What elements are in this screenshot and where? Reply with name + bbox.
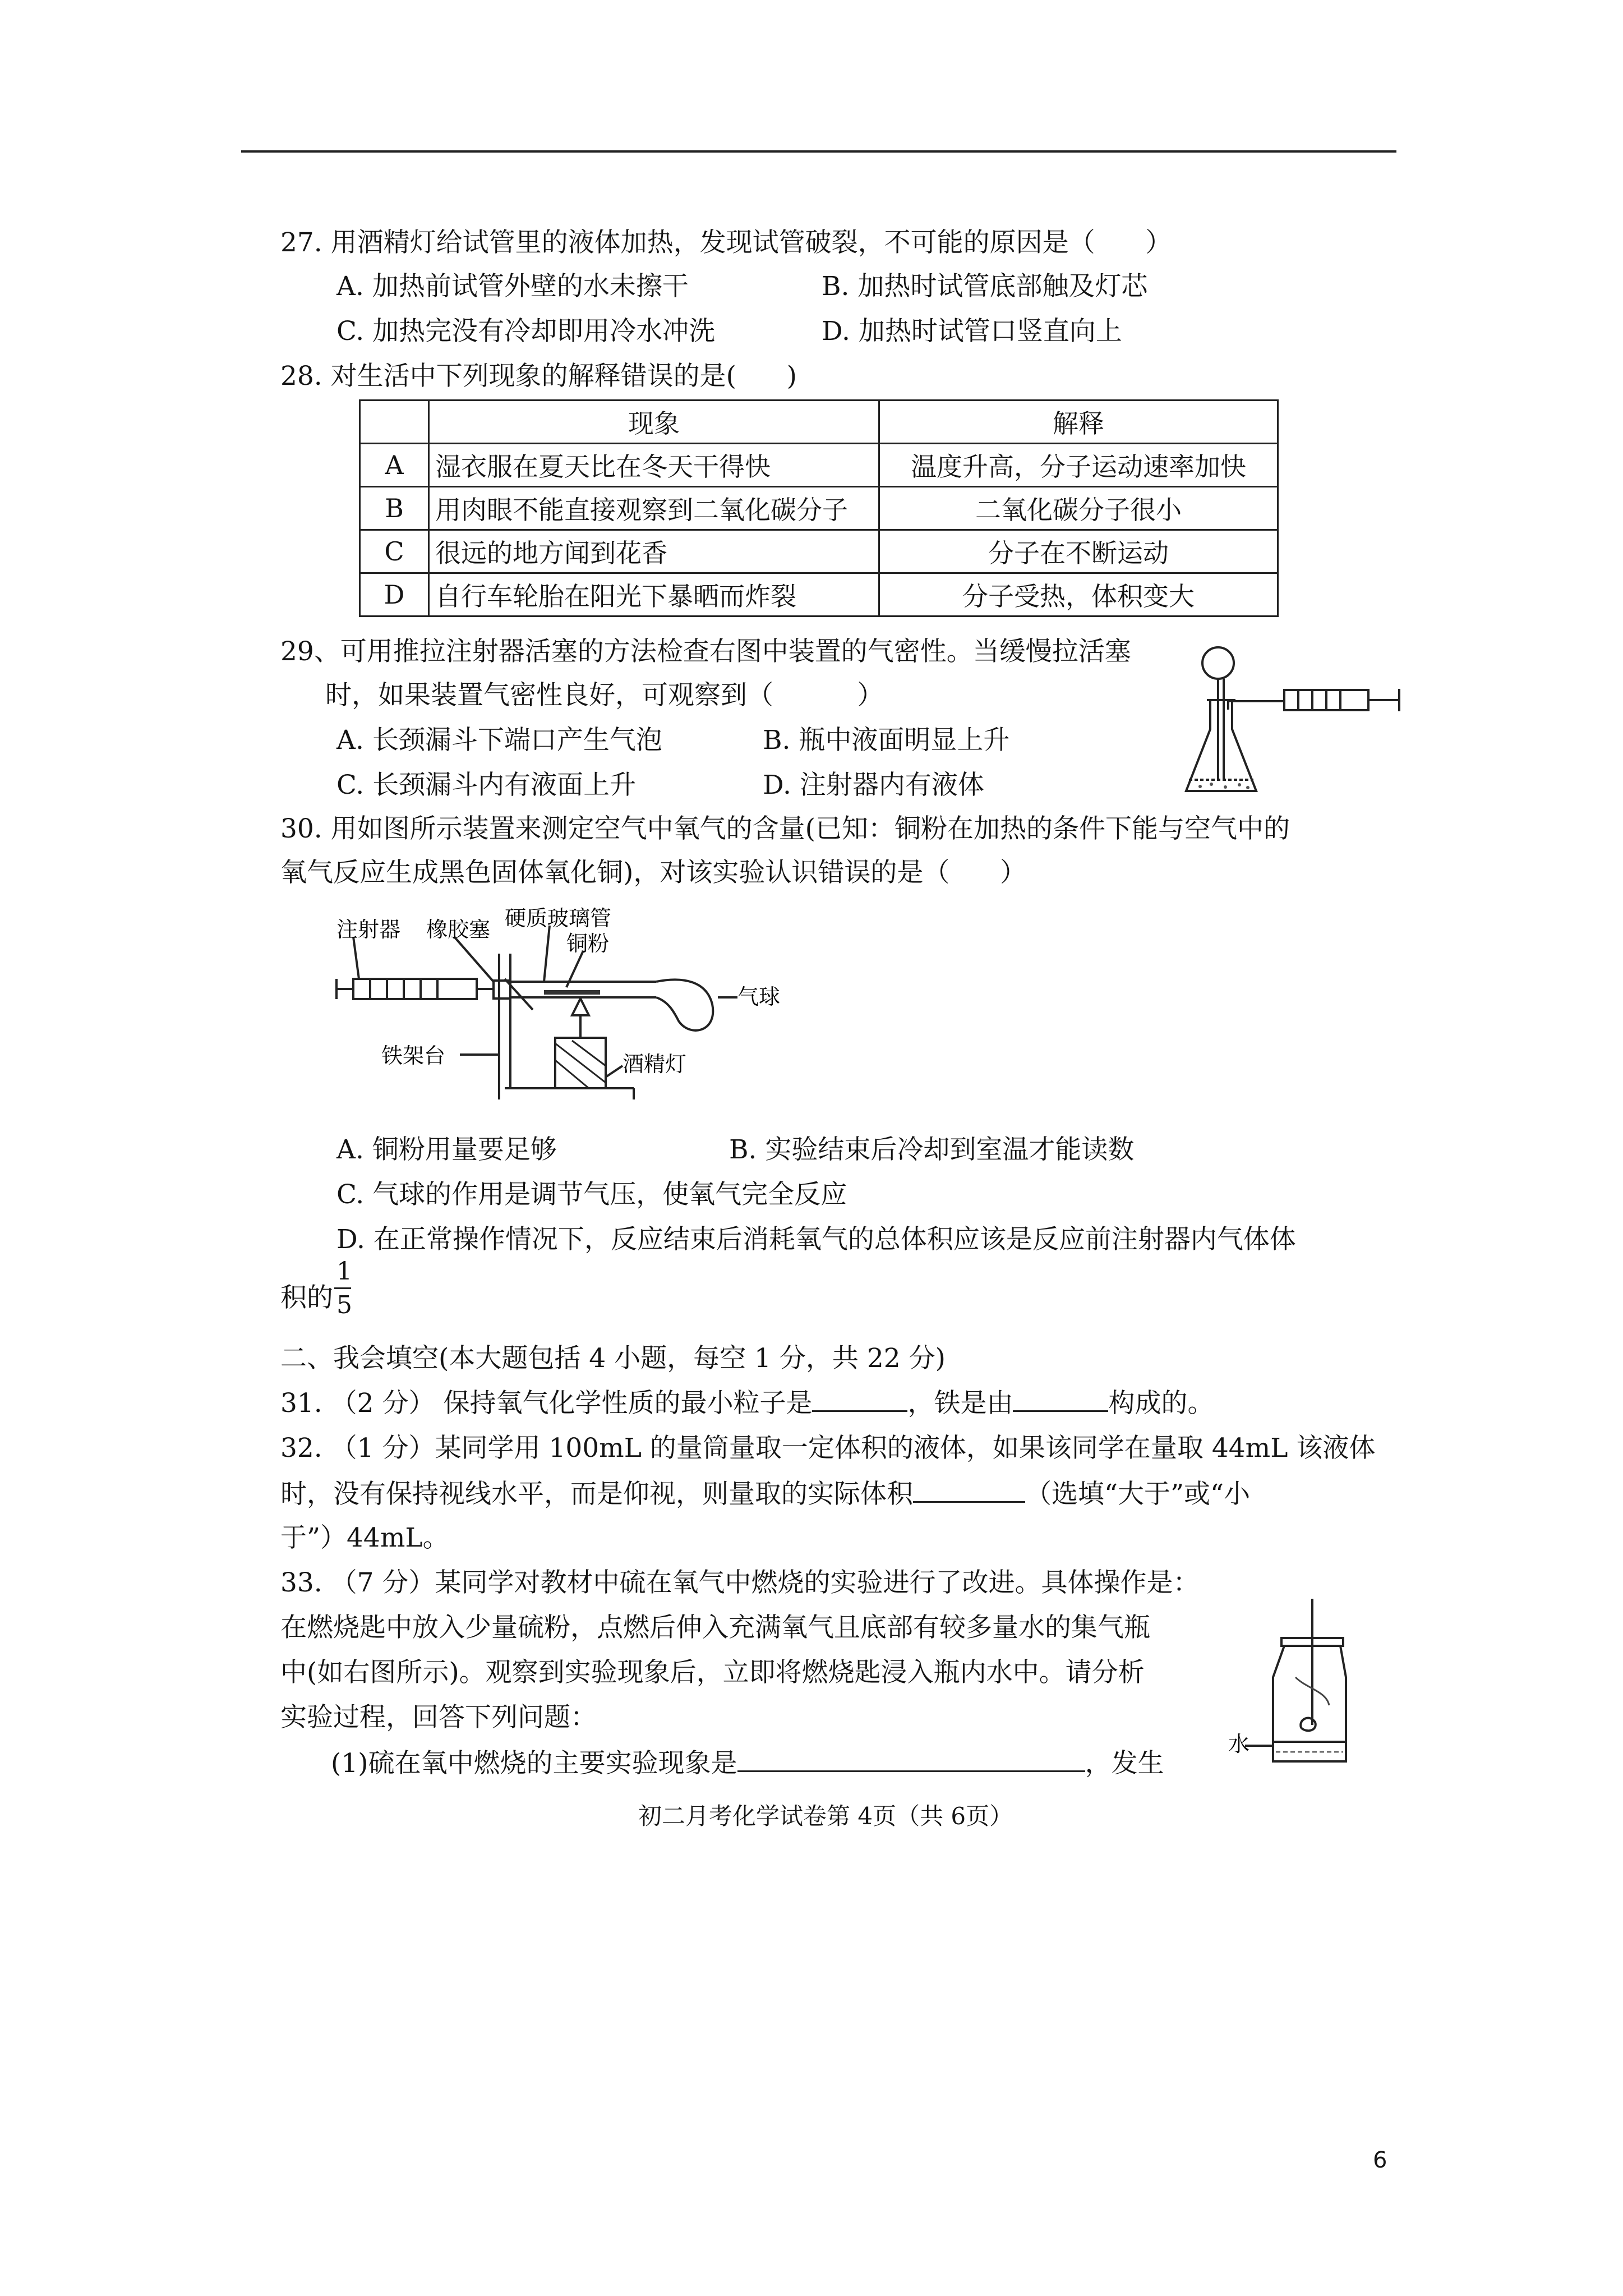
label-glass-tube: 硬质玻璃管 xyxy=(505,906,612,931)
q30-option-a: A. 铜粉用量要足够 xyxy=(336,1134,557,1165)
table-row xyxy=(360,444,1278,487)
page-footer: 初二月考化学试卷第 4页（共 6页） xyxy=(638,1802,1013,1830)
q32-blank xyxy=(913,1476,1025,1503)
q33-text-1: (1)硫在氧中燃烧的主要实验现象是 xyxy=(331,1748,737,1779)
table-cell: 很远的地方闻到花香 xyxy=(429,530,879,573)
label-alcohol-lamp: 酒精灯 xyxy=(623,1052,687,1076)
q31-text-3: 构成的。 xyxy=(1108,1388,1214,1419)
q28-table xyxy=(359,399,1279,617)
q32-line3: 于”）44mL。 xyxy=(280,1522,449,1553)
label-iron-stand: 铁架台 xyxy=(381,1043,446,1068)
table-row xyxy=(360,487,1278,530)
table-cell: 分子在不断运动 xyxy=(879,530,1278,573)
q32-text-2: （选填“大于”或“小 xyxy=(1025,1479,1251,1510)
q27-option-c: C. 加热完没有冷却即用冷水冲洗 xyxy=(336,316,716,347)
q33-text-2: ，发生 xyxy=(1085,1748,1164,1779)
header-rule xyxy=(241,150,1396,153)
q30-stem-line2: 氧气反应生成黑色固体氧化铜)，对该实验认识错误的是（ ） xyxy=(280,857,1026,888)
fraction-denominator: 5 xyxy=(336,1291,352,1319)
table-row xyxy=(360,530,1278,573)
q31-blank-1 xyxy=(812,1386,907,1412)
table-row xyxy=(360,573,1278,616)
q33-blank xyxy=(737,1746,1085,1772)
q29-stem-line2: 时，如果装置气密性良好，可观察到（ ） xyxy=(325,680,884,711)
q32-text-1: 时，没有保持视线水平，而是仰视，则量取的实际体积 xyxy=(280,1479,913,1510)
q31-text-1: 31. （2 分） 保持氧气化学性质的最小粒子是 xyxy=(280,1388,813,1419)
q27-stem: 27. 用酒精灯给试管里的液体加热，发现试管破裂，不可能的原因是（ ） xyxy=(280,227,1172,258)
q33-line1: 33. （7 分）某同学对教材中硫在氧气中燃烧的实验进行了改进。具体操作是： xyxy=(280,1567,1200,1598)
q32-line2 xyxy=(280,1476,1250,1511)
q30-option-d: D. 在正常操作情况下，反应结束后消耗氧气的总体积应该是反应前注射器内气体体 xyxy=(336,1224,1296,1255)
q29-stem-line1: 29、可用推拉注射器活塞的方法检查右图中装置的气密性。当缓慢拉活塞 xyxy=(280,636,1131,667)
q27-option-d: D. 加热时试管口竖直向上 xyxy=(822,316,1122,347)
q29-option-b: B. 瓶中液面明显上升 xyxy=(763,725,1010,756)
label-copper-powder: 铜粉 xyxy=(566,931,610,956)
q33-line2: 在燃烧匙中放入少量硫粉，点燃后伸入充满氧气且底部有较多量水的集气瓶 xyxy=(280,1612,1150,1643)
label-balloon: 气球 xyxy=(737,984,781,1009)
q29-option-d: D. 注射器内有液体 xyxy=(763,770,984,800)
table-cell: 用肉眼不能直接观察到二氧化碳分子 xyxy=(429,487,879,530)
table-cell: B xyxy=(360,487,429,530)
q33-line4: 实验过程，回答下列问题： xyxy=(280,1702,597,1733)
copper-oxygen-apparatus-figure xyxy=(320,898,880,1122)
table-cell: 分子受热，体积变大 xyxy=(879,573,1278,616)
q31-blank-2 xyxy=(1013,1386,1108,1412)
sulfur-burning-bottle-figure xyxy=(1228,1593,1357,1778)
q29-option-a: A. 长颈漏斗下端口产生气泡 xyxy=(336,725,662,756)
table-header-explanation: 解释 xyxy=(879,401,1278,444)
q30-option-b: B. 实验结束后冷却到室温才能读数 xyxy=(729,1134,1135,1165)
table-header-phenomenon: 现象 xyxy=(429,401,879,444)
page-number: 6 xyxy=(1373,2147,1387,2173)
q27-option-b: B. 加热时试管底部触及灯芯 xyxy=(822,271,1148,302)
q30-stem-line1: 30. 用如图所示装置来测定空气中氧气的含量(已知：铜粉在加热的条件下能与空气中的 xyxy=(280,813,1290,844)
table-cell: C xyxy=(360,530,429,573)
label-syringe: 注射器 xyxy=(336,917,401,942)
table-cell: 二氧化碳分子很小 xyxy=(879,487,1278,530)
table-cell: D xyxy=(360,573,429,616)
q31 xyxy=(280,1386,1214,1420)
table-cell: 自行车轮胎在阳光下暴晒而炸裂 xyxy=(429,573,879,616)
table-row xyxy=(360,401,1278,444)
q29-option-c: C. 长颈漏斗内有液面上升 xyxy=(336,770,637,800)
airtightness-apparatus-figure xyxy=(1178,639,1413,808)
q32-line1: 32. （1 分）某同学用 100mL 的量筒量取一定体积的液体，如果该同学在量取 44mL 该液体 xyxy=(280,1433,1376,1464)
section-2-heading: 二、我会填空(本大题包括 4 小题，每空 1 分，共 22 分) xyxy=(280,1343,946,1374)
label-water: 水 xyxy=(1228,1732,1250,1756)
fraction-numerator: 1 xyxy=(336,1257,352,1286)
table-cell: 湿衣服在夏天比在冬天干得快 xyxy=(429,444,879,487)
q27-option-a: A. 加热前试管外壁的水未擦干 xyxy=(336,271,689,302)
q30-option-d-cont: 积的 xyxy=(280,1282,333,1313)
label-stopper: 橡胶塞 xyxy=(426,917,491,942)
fraction-bar xyxy=(334,1287,351,1289)
q30-option-c: C. 气球的作用是调节气压，使氧气完全反应 xyxy=(336,1179,847,1210)
q28-stem: 28. 对生活中下列现象的解释错误的是( ) xyxy=(280,361,797,392)
q33-line3: 中(如右图所示)。观察到实验现象后，立即将燃烧匙浸入瓶内水中。请分析 xyxy=(280,1657,1145,1688)
table-cell: A xyxy=(360,444,429,487)
table-cell xyxy=(360,401,429,444)
q33-line5 xyxy=(331,1746,1164,1780)
table-cell: 温度升高，分子运动速率加快 xyxy=(879,444,1278,487)
q31-text-2: ，铁是由 xyxy=(907,1388,1013,1419)
